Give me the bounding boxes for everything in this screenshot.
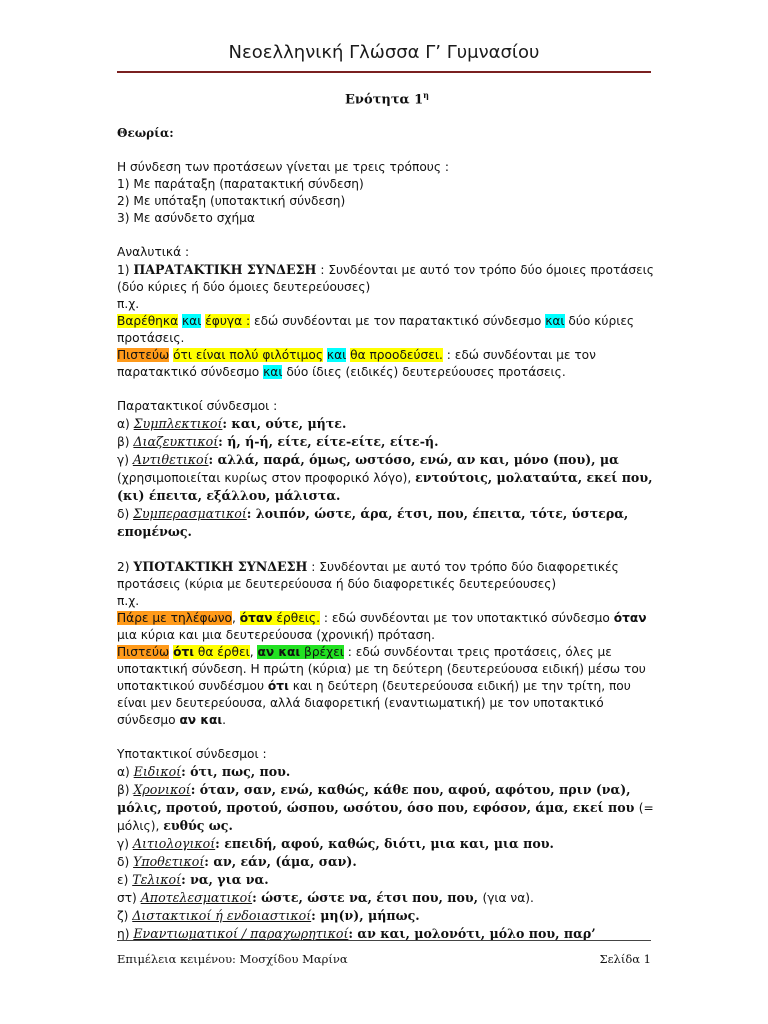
theory-label: Θεωρία: xyxy=(117,126,174,141)
sub-b: β) Χρονικοί: όταν, σαν, ενώ, καθώς, κάθε που, αφού, αφότου, πριν (να), μόλις, προτού, προτού, ώσπου, ωσότου, όσο που, εφόσον, άμα, εκεί που (= μόλις), ευθύς ως. xyxy=(117,782,654,834)
eg-label-2: π.χ. xyxy=(117,594,140,609)
coord-d: δ) Συμπερασματικοί: λοιπόν, ώστε, άρα, έτσι, που, έπειτα, τότε, ύστερα, επομένως. xyxy=(117,506,629,540)
example-2: Πιστεύω ότι είναι πολύ φιλότιμος και θα προοδεύσει. : εδώ συνδέονται με τον παρατακτικό σύνδεσμο και δύο ίδιες (ειδικές) δευτερεύουσες προτάσεις. xyxy=(117,348,596,380)
sub-h: η) Εναντιωματικοί / παραχωρητικοί: αν και, μολονότι, μόλο που, παρ’ xyxy=(117,926,596,942)
sub-e: ε) Τελικοί: να, για να. xyxy=(117,872,269,888)
example-3: Πάρε με τηλέφωνο, όταν έρθεις. : εδώ συνδέονται με τον υποτακτικό σύνδεσμο όταν μια κύρια και μια δευτερεύουσα (χρονική) πρόταση. xyxy=(117,611,647,643)
coord-c: γ) Αντιθετικοί: αλλά, παρά, όμως, ωστόσο, ενώ, αν και, μόνο (που), μα (χρησιμοποιείται κυρίως στον προφορικό λόγο), εντούτοις, μολαταύτα, εκεί που, (κι) έπειτα, εξάλλου, μάλιστα. xyxy=(117,452,653,504)
footer-divider xyxy=(117,940,651,941)
sub-g: ζ) Διστακτικοί ή ενδοιαστικοί: μη(ν), μήπως. xyxy=(117,908,420,924)
intro-text: Η σύνδεση των προτάσεων γίνεται με τρεις τρόπους : xyxy=(117,160,449,175)
section-1-paragraph: 1) ΠΑΡΑΤΑΚΤΙΚΗ ΣΥΝΔΕΣΗ : Συνδέονται με αυτό τον τρόπο δύο όμοιες προτάσεις (δύο κύριες ή δύο όμοιες δευτερεύουσες) xyxy=(117,262,654,295)
unit-title-sup: η xyxy=(423,90,429,100)
analytically-label: Αναλυτικά : xyxy=(117,245,190,260)
section-2-paragraph: 2) ΥΠΟΤΑΚΤΙΚΗ ΣΥΝΔΕΣΗ : Συνδέονται με αυτό τον τρόπο δύο διαφορετικές προτάσεις (κύρια με δευτερεύουσα ή δύο διαφορετικές δευτερεύουσες) xyxy=(117,559,619,592)
coord-a: α) Συμπλεκτικοί: και, ούτε, μήτε. xyxy=(117,416,347,432)
unit-title-text: Ενότητα 1 xyxy=(345,92,424,108)
coordinating-title: Παρατακτικοί σύνδεσμοι : xyxy=(117,399,278,414)
subordinating-title: Υποτακτικοί σύνδεσμοι : xyxy=(117,747,267,762)
unit-title xyxy=(117,87,657,108)
section-2-heading: ΥΠΟΤΑΚΤΙΚΗ ΣΥΝΔΕΣΗ xyxy=(133,559,308,575)
coord-b: β) Διαζευκτικοί: ή, ή-ή, είτε, είτε-είτε, είτε-ή. xyxy=(117,434,439,450)
eg-label-1: π.χ. xyxy=(117,297,140,312)
document-body xyxy=(117,87,657,943)
footer-author: Επιμέλεια κειμένου: Μοσχίδου Μαρίνα xyxy=(117,952,348,966)
sub-a: α) Ειδικοί: ότι, πως, που. xyxy=(117,764,291,780)
footer-page-number: Σελίδα 1 xyxy=(599,952,651,966)
header-divider xyxy=(117,71,651,73)
page-header: Νεοελληνική Γλώσσα Γ’ Γυμνασίου xyxy=(228,42,540,63)
sub-d: δ) Υποθετικοί: αν, εάν, (άμα, σαν). xyxy=(117,854,357,870)
section-1-heading: ΠΑΡΑΤΑΚΤΙΚΗ ΣΥΝΔΕΣΗ xyxy=(133,262,317,278)
sub-c: γ) Αιτιολογικοί: επειδή, αφού, καθώς, διότι, μια και, μια που. xyxy=(117,836,554,852)
example-4: Πιστεύω ότι θα έρθει, αν και βρέχει : εδώ συνδέονται τρεις προτάσεις, όλες με υποτακτική σύνδεση. Η πρώτη (κύρια) με τη δεύτερη (δευτερεύουσα ειδική) μέσω του υποτακτικού συνδέσμου ότι και η δεύτερη (δευτερεύουσα ειδική) με την τρίτη, που είναι μεν δευτερεύουσα, αλλά διαφορετική (εναντιωματική) με τον υποτακτικό σύνδεσμο αν και. xyxy=(117,645,646,728)
way-3: 3) Με ασύνδετο σχήμα xyxy=(117,211,255,226)
sub-f: στ) Αποτελεσματικοί: ώστε, ώστε να, έτσι που, που, (για να). xyxy=(117,890,534,906)
example-1: Βαρέθηκα και έφυγα : εδώ συνδέονται με τον παρατακτικό σύνδεσμο και δύο κύριες προτάσεις. xyxy=(117,314,635,346)
way-2: 2) Με υπόταξη (υποτακτική σύνδεση) xyxy=(117,194,346,209)
way-1: 1) Με παράταξη (παρατακτική σύνδεση) xyxy=(117,177,364,192)
